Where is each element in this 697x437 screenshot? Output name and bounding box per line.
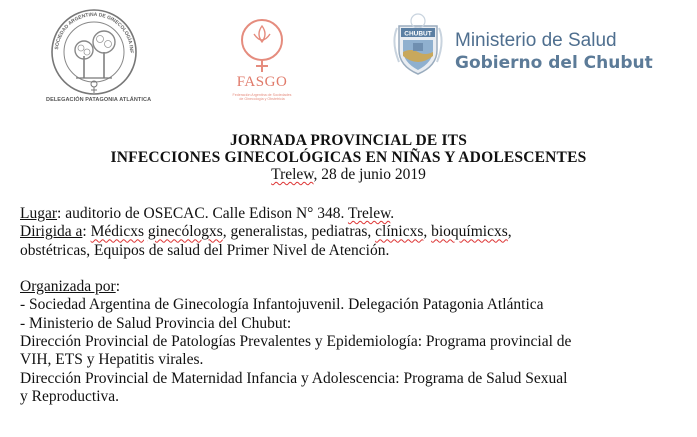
dirigida-line-2: obstétricas, Equipos de salud del Primer Nivel de Atención. xyxy=(20,241,390,259)
fasgo-subtitle xyxy=(224,93,300,101)
event-details xyxy=(20,205,680,406)
gobierno-text: Gobierno del Chubut xyxy=(455,53,653,73)
chubut-shield-icon xyxy=(391,12,445,76)
date-text: , 28 de junio 2019 xyxy=(313,166,426,183)
dirigida-line xyxy=(20,223,680,241)
word-ginecologxs: ginecólogxs xyxy=(147,223,223,241)
organizada-label: Organizada por xyxy=(20,278,116,296)
sagij-emblem-icon xyxy=(46,8,142,96)
event-title: JORNADA PROVINCIAL DE ITS xyxy=(229,132,468,149)
lugar-end: . xyxy=(390,205,395,222)
organizer-line: Dirección Provincial de Patologías Prevalentes y Epidemiología: Programa provincial de xyxy=(20,333,572,351)
organizer-line: Dirección Provincial de Maternidad Infancia y Adolescencia: Programa de Salud Sexual xyxy=(20,369,568,387)
fasgo-subtitle-line2: de Ginecología y Obstetricia xyxy=(239,97,285,102)
fasgo-title: FASGO xyxy=(236,74,288,90)
logo-header xyxy=(0,0,697,120)
ministerio-text: Ministerio de Salud xyxy=(455,30,617,51)
dirigida-comma: , xyxy=(423,223,432,241)
date-city: Trelew xyxy=(271,166,314,183)
organizer-line: - Sociedad Argentina de Ginecología Infantojuvenil. Delegación Patagonia Atlántica xyxy=(20,296,544,314)
event-heading xyxy=(0,132,697,184)
fasgo-logo xyxy=(224,16,300,106)
organizer-line: VIH, ETS y Hepatitis virales. xyxy=(20,351,204,369)
word-bioquimicxs: bioquímicxs xyxy=(431,223,508,241)
sagij-delegation-label: DELEGACIÓN PATAGONIA ATLÁNTICA xyxy=(46,97,152,103)
lugar-text: : auditorio de OSECAC. Calle Edison N° 348. xyxy=(57,205,348,222)
organizer-line: - Ministerio de Salud Provincia del Chubut: xyxy=(20,314,292,332)
chubut-shield-text: CHUBUT xyxy=(404,30,432,38)
organizada-colon: : xyxy=(115,278,120,296)
organizer-line: y Reproductiva. xyxy=(20,387,120,405)
lugar-line xyxy=(20,205,680,223)
sagij-ring-text: SOCIEDAD ARGENTINA DE GINECOLOGÍA INF xyxy=(54,11,135,54)
lugar-label: Lugar xyxy=(20,205,58,222)
organizada-heading xyxy=(20,278,680,296)
dirigida-label: Dirigida a xyxy=(20,223,83,241)
sagij-logo xyxy=(46,8,152,108)
word-medicxs: Médicxs xyxy=(90,223,144,241)
spacer xyxy=(20,260,680,278)
event-subtitle: INFECCIONES GINECOLÓGICAS EN NIÑAS Y ADOLESCENTES xyxy=(110,149,587,166)
lugar-city: Trelew xyxy=(347,205,391,222)
dirigida-colon: : xyxy=(82,223,91,241)
fasgo-subtitle-line1: Federación Argentina de Sociedades xyxy=(232,93,292,97)
svg-text:SOCIEDAD ARGENTINA DE GINECOLO xyxy=(46,8,134,53)
dirigida-end: , xyxy=(507,223,512,241)
fasgo-emblem-icon xyxy=(224,16,300,74)
event-date xyxy=(0,166,697,184)
dirigida-text: , generalistas, pediatras, xyxy=(222,223,376,241)
chubut-logo xyxy=(391,12,661,82)
word-clinicxs: clínicxs xyxy=(375,223,424,241)
